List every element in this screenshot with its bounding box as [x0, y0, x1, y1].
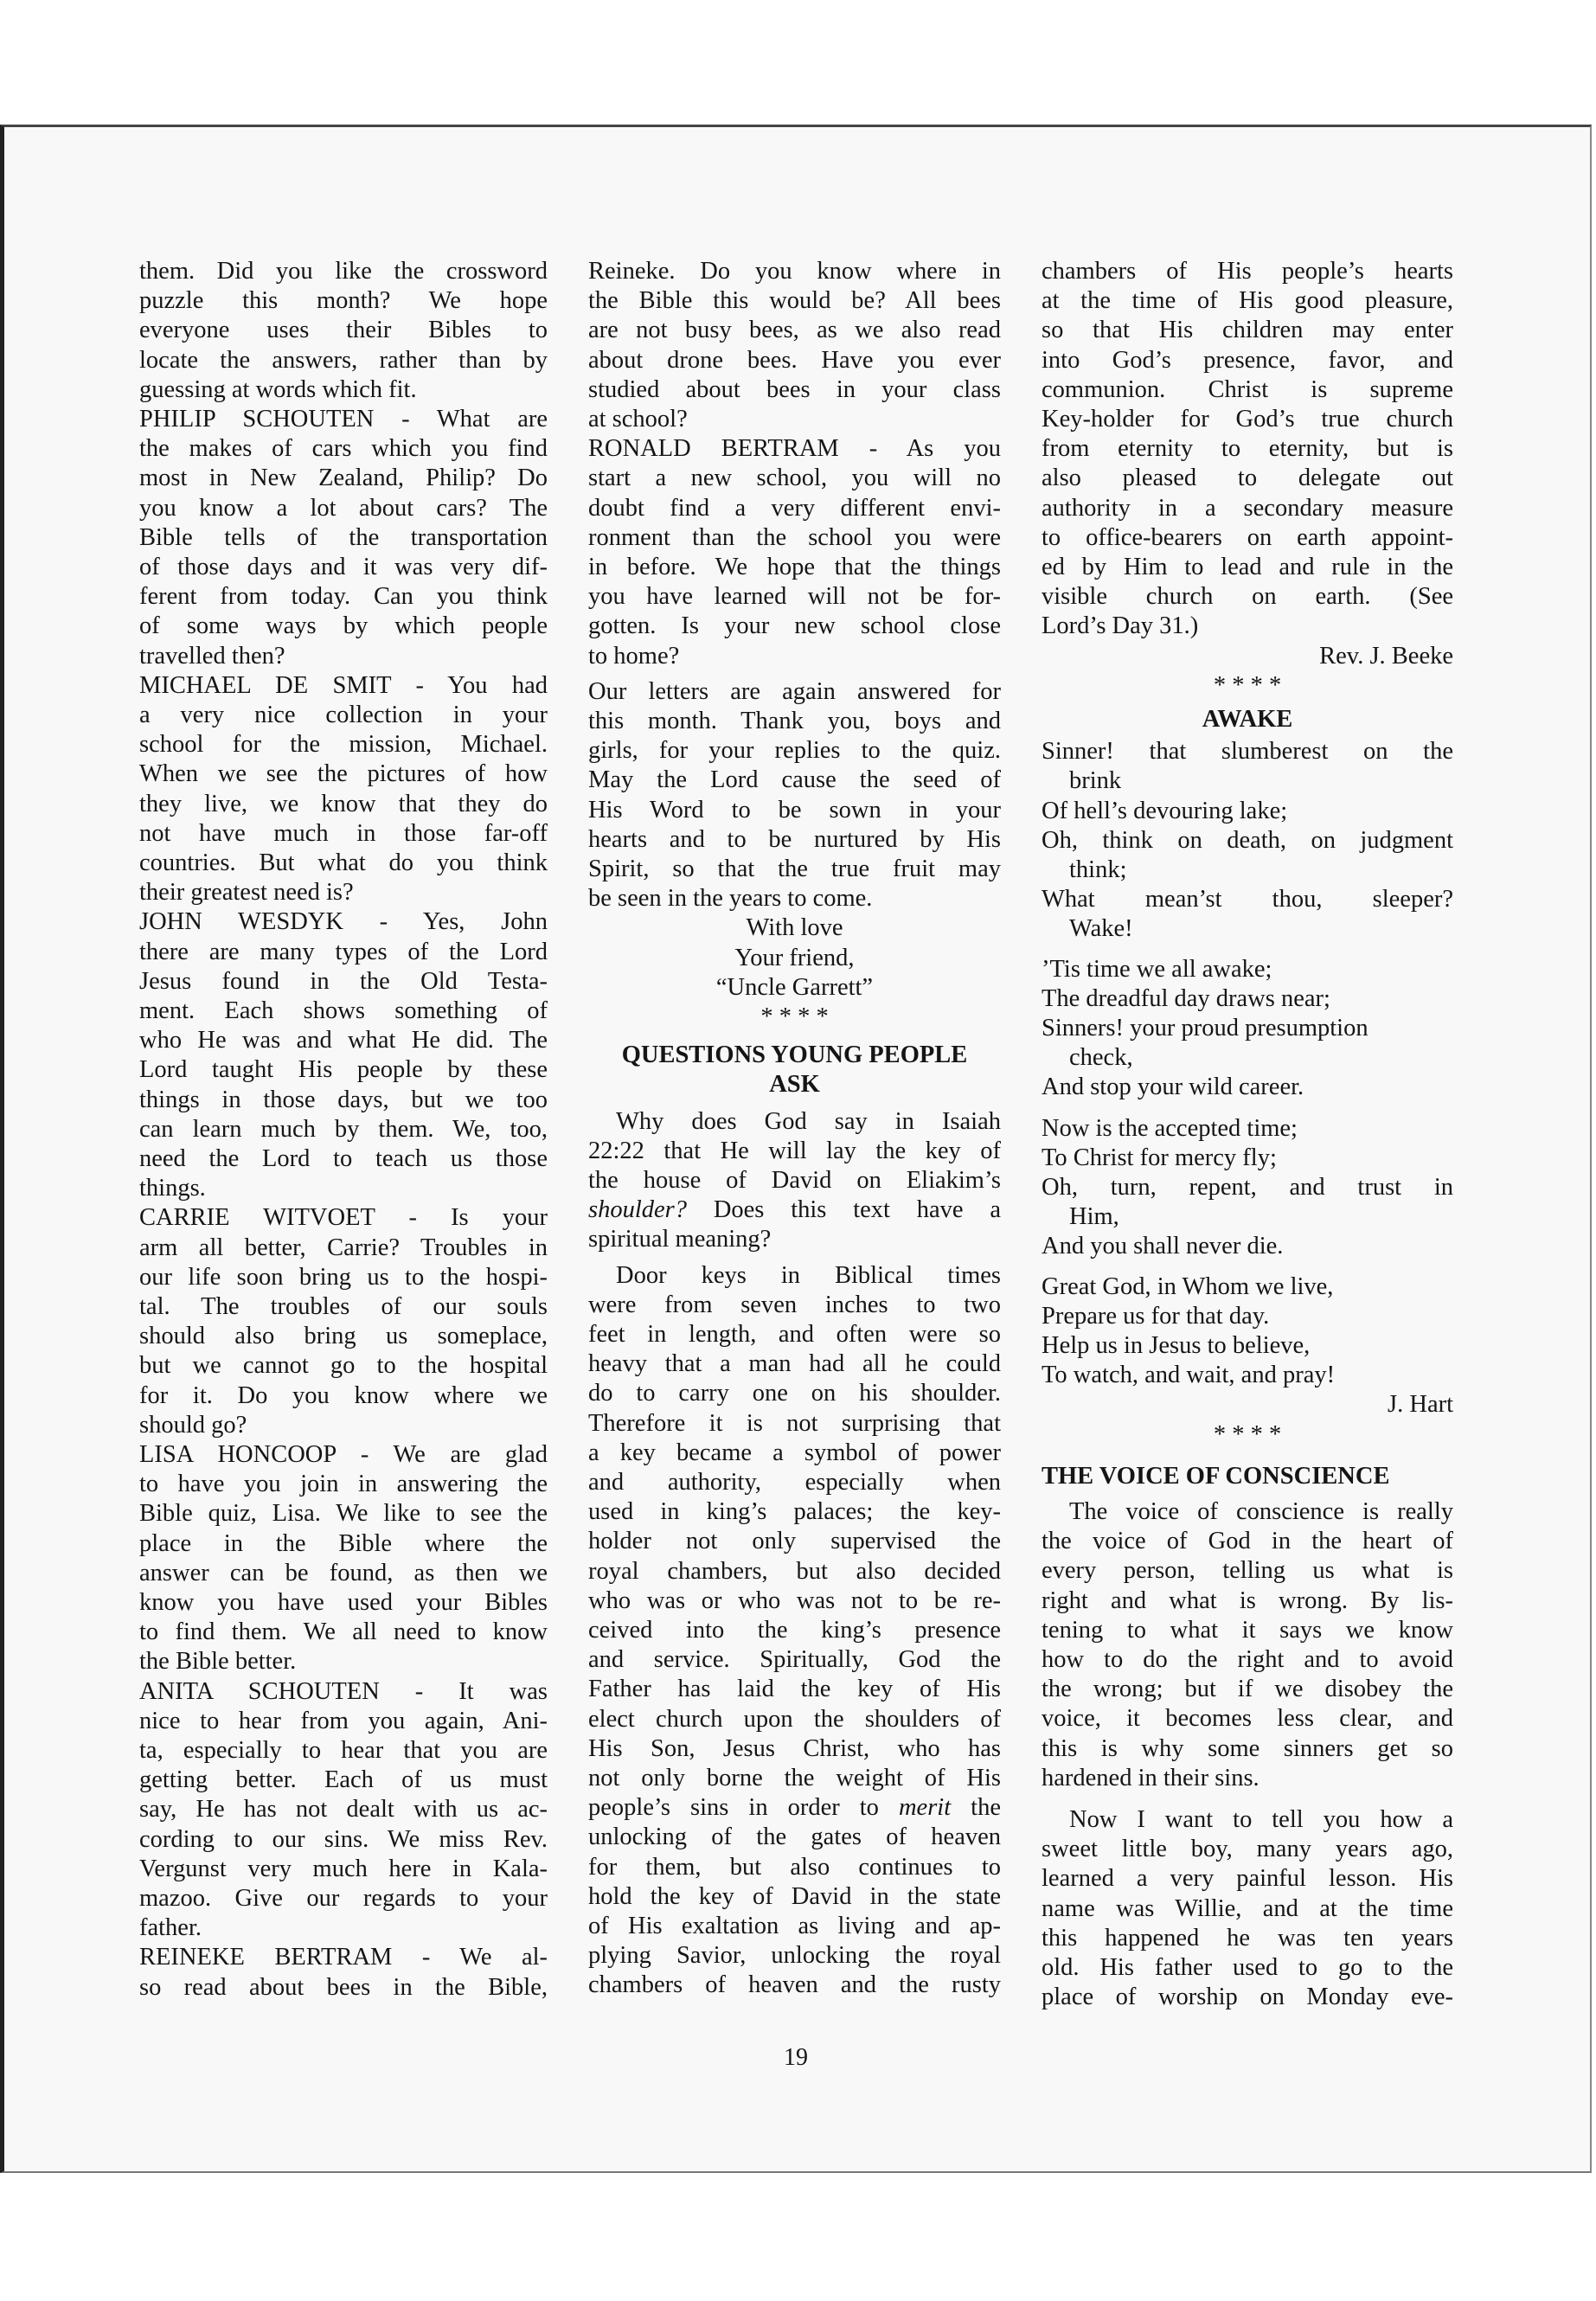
text-line: our life soon bring us to the hospi-: [139, 1263, 548, 1291]
text-line: Our letters are again answered for: [588, 677, 1001, 705]
text-line: girls, for your replies to the quiz.: [588, 737, 1001, 765]
text-line: royal chambers, but also decided: [588, 1557, 1001, 1585]
text-line: LISA HONCOOP - We are glad: [139, 1441, 548, 1468]
text-line: not have much in those far-off: [139, 819, 548, 847]
text-line: Sinner! that slumberest on the: [1042, 738, 1453, 766]
text-line: And stop your wild career.: [1042, 1074, 1304, 1101]
section-heading: AWAKE: [1202, 706, 1293, 733]
text-line: this is why some sinners get so: [1042, 1734, 1453, 1762]
text-line: puzzle this month? We hope: [139, 287, 548, 315]
text-line: of His exaltation as living and ap-: [588, 1913, 1001, 1939]
section-heading: ASK: [769, 1071, 820, 1099]
text-line: them. Did you like the crossword: [139, 258, 548, 285]
text-line: getting better. Each of us must: [139, 1766, 548, 1794]
text-line: ment. Each shows something of: [139, 997, 548, 1024]
text-line: you have learned will not be for-: [588, 583, 1001, 611]
text-line: nice to hear from you again, Ani-: [139, 1707, 548, 1734]
text-line: at school?: [588, 406, 688, 433]
text-line: ’Tis time we all awake;: [1042, 955, 1272, 983]
text-line: the house of David on Eliakim’s: [588, 1167, 1001, 1194]
author-signature: J. Hart: [1388, 1391, 1453, 1419]
text-line: and authority, especially when: [588, 1469, 1001, 1496]
text-line: Now is the accepted time;: [1042, 1114, 1298, 1142]
text-line: When we see the pictures of how: [139, 760, 548, 788]
text-line: be seen in the years to come.: [588, 885, 873, 913]
text-line: travelled then?: [139, 642, 285, 670]
text-line: know you have used your Bibles: [139, 1589, 548, 1616]
text-line: start a new school, you will no: [588, 465, 1001, 492]
text-line: can learn much by them. We, too,: [139, 1115, 548, 1143]
text-line: people’s sins in order to merit the: [588, 1794, 1001, 1822]
text-line: visible church on earth. (See: [1042, 583, 1453, 611]
text-line: Jesus found in the Old Testa-: [139, 967, 548, 995]
text-line: RONALD BERTRAM - As you: [588, 435, 1001, 463]
text-line: sweet little boy, many years ago,: [1042, 1836, 1453, 1863]
page-number: 19: [784, 2044, 808, 2071]
text-line: Lord taught His people by these: [139, 1056, 548, 1084]
text-line: everyone uses their Bibles to: [139, 317, 548, 344]
text-line: mazoo. Give our regards to your: [139, 1885, 548, 1912]
text-line: ferent from today. Can you think: [139, 583, 548, 611]
text-line: ronment than the school you were: [588, 523, 1001, 551]
text-line: * * * *: [760, 1003, 829, 1030]
text-line: the Bible better.: [139, 1648, 297, 1676]
text-line: things.: [139, 1175, 206, 1202]
text-line: to find them. We all need to know: [139, 1618, 548, 1646]
text-line: JOHN WESDYK - Yes, John: [139, 908, 548, 936]
text-line: are not busy bees, as we also read: [588, 317, 1001, 344]
text-line: they live, we know that they do: [139, 790, 548, 817]
text-line: Spirit, so that the true fruit may: [588, 856, 1001, 882]
text-line: but we cannot go to the hospital: [139, 1352, 548, 1380]
text-line: who was or who was not to be re-: [588, 1586, 1001, 1614]
text-line: With love: [746, 914, 843, 942]
text-line: think;: [1069, 856, 1127, 883]
text-line: Lord’s Day 31.): [1042, 612, 1199, 640]
text-line: elect church upon the shoulders of: [588, 1705, 1001, 1733]
text-line: the voice of God in the heart of: [1042, 1528, 1453, 1555]
text-line: To Christ for mercy fly;: [1042, 1144, 1277, 1171]
text-line: name was Willie, and at the time: [1042, 1894, 1453, 1922]
text-line: REINEKE BERTRAM - We al-: [139, 1944, 548, 1971]
text-line: the makes of cars which you find: [139, 435, 548, 463]
text-line: 22:22 that He will lay the key of: [588, 1137, 1001, 1164]
text-line: “Uncle Garrett”: [715, 973, 874, 1001]
text-line: Vergunst very much here in Kala-: [139, 1855, 548, 1882]
text-line: And you shall never die.: [1042, 1233, 1284, 1260]
text-line: locate the answers, rather than by: [139, 346, 548, 374]
text-line: communion. Christ is supreme: [1042, 375, 1453, 403]
text-line: Sinners! your proud presumption: [1042, 1015, 1368, 1042]
text-line: who He was and what He did. The: [139, 1027, 548, 1054]
section-heading: THE VOICE OF CONSCIENCE: [1042, 1462, 1390, 1490]
text-line: check,: [1069, 1044, 1133, 1072]
text-line: were from seven inches to two: [588, 1291, 1001, 1318]
text-line: place in the Bible where the: [139, 1529, 548, 1557]
text-line: To watch, and wait, and pray!: [1042, 1362, 1336, 1389]
text-line: Wake!: [1069, 915, 1133, 943]
text-line: the Bible this would be? All bees: [588, 287, 1001, 315]
text-line: guessing at words which fit.: [139, 375, 417, 403]
text-line: ceived into the king’s presence: [588, 1617, 1001, 1644]
text-line: to have you join in answering the: [139, 1471, 548, 1498]
text-line: chambers of His people’s hearts: [1042, 258, 1453, 285]
text-line: Why does God say in Isaiah: [616, 1107, 1001, 1135]
text-line: there are many types of the Lord: [139, 938, 548, 965]
text-line: * * * *: [1213, 1420, 1282, 1448]
text-line: the wrong; but if we disobey the: [1042, 1676, 1453, 1703]
text-line: PHILIP SCHOUTEN - What are: [139, 406, 548, 433]
text-line: their greatest need is?: [139, 879, 354, 907]
text-line: brink: [1069, 767, 1122, 795]
text-line: Reineke. Do you know where in: [588, 258, 1001, 285]
text-line: His Son, Jesus Christ, who has: [588, 1734, 1001, 1762]
text-line: learned a very painful lesson. His: [1042, 1865, 1453, 1893]
text-line: in before. We hope that the things: [588, 554, 1001, 580]
magazine-page: [0, 125, 1592, 2173]
text-line: Bible quiz, Lisa. We like to see the: [139, 1500, 548, 1528]
text-line: authority in a secondary measure: [1042, 494, 1453, 522]
text-line: this month. Thank you, boys and: [588, 708, 1001, 734]
text-line: also pleased to delegate out: [1042, 465, 1453, 492]
text-line: right and what is wrong. By lis-: [1042, 1586, 1453, 1614]
text-line: tal. The troubles of our souls: [139, 1293, 548, 1320]
text-line: how to do the right and to avoid: [1042, 1646, 1453, 1673]
text-line: for them, but also continues to: [588, 1853, 1001, 1881]
text-line: used in king’s palaces; the key-: [588, 1498, 1001, 1526]
text-line: into God’s presence, favor, and: [1042, 346, 1453, 374]
text-line: unlocking of the gates of heaven: [588, 1823, 1001, 1851]
text-line: do to carry one on his shoulder.: [588, 1380, 1001, 1407]
text-line: Door keys in Biblical times: [616, 1261, 1001, 1289]
text-line: at the time of His good pleasure,: [1042, 287, 1453, 315]
text-line: heavy that a man had all he could: [588, 1350, 1001, 1378]
text-line: need the Lord to teach us those: [139, 1145, 548, 1172]
text-line: hold the key of David in the state: [588, 1882, 1001, 1910]
text-line: Therefore it is not surprising that: [588, 1409, 1001, 1437]
text-line: things in those days, but we too: [139, 1086, 548, 1113]
text-line: to home?: [588, 642, 680, 670]
text-line: Great God, in Whom we live,: [1042, 1272, 1334, 1300]
text-line: a very nice collection in your: [139, 702, 548, 728]
text-line: Now I want to tell you how a: [1069, 1806, 1453, 1833]
text-line: CARRIE WITVOET - Is your: [139, 1204, 548, 1232]
text-line: of some ways by which people: [139, 612, 548, 640]
text-line: place of worship on Monday eve-: [1042, 1984, 1453, 2011]
text-line: say, He has not dealt with us ac-: [139, 1796, 548, 1823]
text-line: chambers of heaven and the rusty: [588, 1971, 1001, 1999]
text-line: Prepare us for that day.: [1042, 1302, 1270, 1330]
text-line: most in New Zealand, Philip? Do: [139, 465, 548, 492]
text-line: and service. Spiritually, God the: [588, 1646, 1001, 1674]
text-line: cording to our sins. We miss Rev.: [139, 1825, 548, 1853]
text-line: not only borne the weight of His: [588, 1765, 1001, 1791]
text-line: for it. Do you know where we: [139, 1381, 548, 1409]
text-line: should go?: [139, 1411, 247, 1439]
text-line: of those days and it was very dif-: [139, 554, 548, 580]
text-line: every person, telling us what is: [1042, 1557, 1453, 1585]
text-line: should also bring us someplace,: [139, 1323, 548, 1350]
text-line: ANITA SCHOUTEN - It was: [139, 1677, 548, 1705]
text-line: tening to what it says we know: [1042, 1616, 1453, 1644]
text-line: to office-bearers on earth appoint-: [1042, 523, 1453, 551]
text-line: The voice of conscience is really: [1069, 1498, 1453, 1525]
text-line: voice, it becomes less clear, and: [1042, 1705, 1453, 1733]
section-heading: QUESTIONS YOUNG PEOPLE: [621, 1042, 968, 1069]
text-line: spiritual meaning?: [588, 1226, 772, 1253]
text-line: Of hell’s devouring lake;: [1042, 797, 1288, 824]
text-line: studied about bees in your class: [588, 375, 1001, 403]
text-line: from eternity to eternity, but is: [1042, 435, 1453, 463]
text-line: Oh, think on death, on judgment: [1042, 826, 1453, 854]
text-line: shoulder? Does this text have a: [588, 1196, 1001, 1224]
text-line: Help us in Jesus to believe,: [1042, 1332, 1311, 1359]
text-line: The dreadful day draws near;: [1042, 984, 1330, 1012]
text-line: a key became a symbol of power: [588, 1439, 1001, 1466]
text-line: plying Savior, unlocking the royal: [588, 1942, 1001, 1970]
text-line: MICHAEL DE SMIT - You had: [139, 671, 548, 699]
text-line: feet in length, and often were so: [588, 1321, 1001, 1348]
text-line: Your friend,: [734, 944, 855, 971]
text-line: May the Lord cause the seed of: [588, 766, 1001, 794]
text-line: about drone bees. Have you ever: [588, 346, 1001, 374]
text-line: you know a lot about cars? The: [139, 494, 548, 522]
text-line: ta, especially to hear that you are: [139, 1737, 548, 1764]
text-line: Oh, turn, repent, and trust in: [1042, 1174, 1453, 1201]
text-line: Him,: [1069, 1203, 1119, 1231]
text-line: * * * *: [1213, 671, 1282, 699]
text-line: answer can be found, as then we: [139, 1559, 548, 1586]
text-line: Key-holder for God’s true church: [1042, 406, 1453, 433]
text-line: old. His father used to go to the: [1042, 1954, 1453, 1981]
author-signature: Rev. J. Beeke: [1319, 642, 1453, 670]
text-line: gotten. Is your new school close: [588, 612, 1001, 640]
text-line: school for the mission, Michael.: [139, 731, 548, 759]
text-line: hardened in their sins.: [1042, 1764, 1259, 1791]
text-line: What mean’st thou, sleeper?: [1042, 886, 1453, 913]
text-line: so read about bees in the Bible,: [139, 1973, 548, 2001]
text-line: His Word to be sown in your: [588, 796, 1001, 824]
text-line: holder not only supervised the: [588, 1528, 1001, 1555]
text-line: this happened he was ten years: [1042, 1924, 1453, 1952]
text-line: ed by Him to lead and rule in the: [1042, 554, 1453, 580]
text-line: so that His children may enter: [1042, 317, 1453, 344]
text-line: Bible tells of the transportation: [139, 523, 548, 551]
text-line: arm all better, Carrie? Troubles in: [139, 1234, 548, 1261]
text-line: father.: [139, 1914, 202, 1942]
text-line: countries. But what do you think: [139, 849, 548, 876]
text-line: doubt find a very different envi-: [588, 494, 1001, 522]
text-line: Father has laid the key of His: [588, 1676, 1001, 1703]
text-line: hearts and to be nurtured by His: [588, 825, 1001, 853]
